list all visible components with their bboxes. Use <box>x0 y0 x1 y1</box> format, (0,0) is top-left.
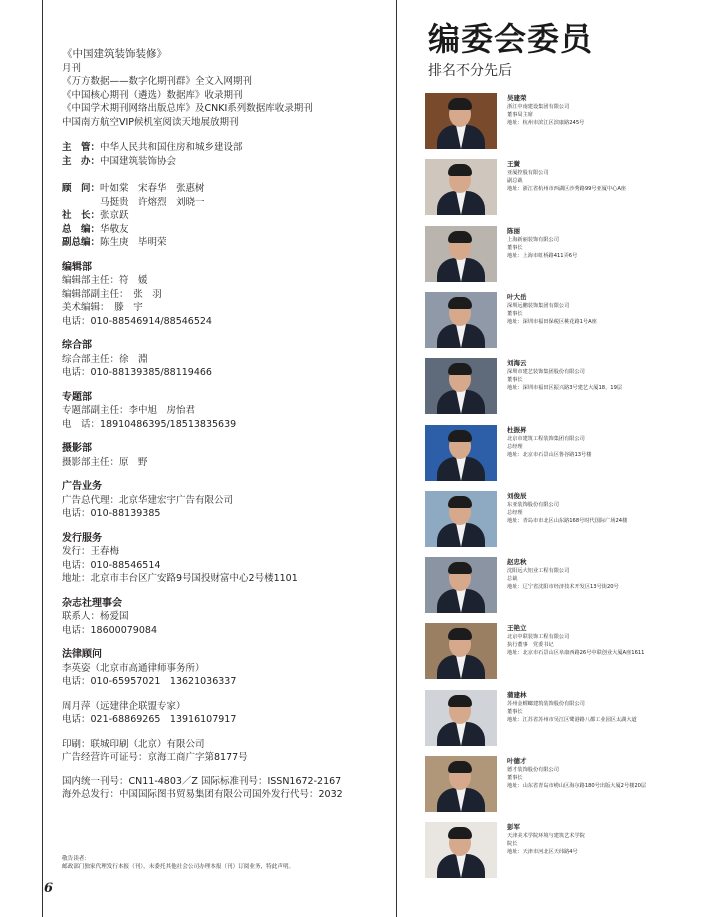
member-company: 深圳市建艺装饰集团股份有限公司 <box>507 369 585 375</box>
member-info <box>507 93 687 127</box>
indexing-line: 中国南方航空VIP候机室阅读天地展放期刊 <box>62 116 239 128</box>
member-company: 浙江中南建设集团有限公司 <box>507 104 570 110</box>
member-portrait <box>425 226 497 282</box>
section-line: 联系人：杨爱国 <box>62 611 129 622</box>
section-title: 发行服务 <box>62 532 102 544</box>
member-name: 叶大岳 <box>507 293 527 301</box>
committee-title: 编委会委员 <box>428 20 594 58</box>
member-name: 刘海云 <box>507 359 527 367</box>
committee-member <box>425 756 687 812</box>
member-address: 地址：浙江省杭州市西湖区沙秀路99号亚厦中心A座 <box>507 186 627 192</box>
member-company: 亚厦控股有限公司 <box>507 170 549 176</box>
member-portrait <box>425 822 497 878</box>
member-name: 叶德才 <box>507 757 527 765</box>
department-section <box>62 480 392 521</box>
member-company: 沈阳远大铝业工程有限公司 <box>507 568 570 574</box>
indexing-line: 《中国核心期刊（遴选）数据库》收录期刊 <box>62 89 243 101</box>
member-role: 董事长 <box>507 245 523 251</box>
indexing-line: 《中国学术期刊网络出版总库》及CNKI系列数据库收录期刊 <box>62 103 313 114</box>
section-line: 美术编辑： 滕 宇 <box>62 302 143 313</box>
indexing-line: 《万方数据——数字化期刊群》全文入网期刊 <box>62 76 253 87</box>
leadership-row <box>62 196 392 210</box>
member-portrait <box>425 491 497 547</box>
sponsor-label: 主 管： <box>62 142 101 153</box>
member-name: 吴建荣 <box>507 94 527 102</box>
member-portrait <box>425 292 497 348</box>
committee-member <box>425 822 687 878</box>
sponsor-label: 主 办： <box>62 155 101 167</box>
member-portrait <box>425 690 497 746</box>
member-info <box>507 822 687 856</box>
column-divider <box>396 0 397 917</box>
section-line: 电话：010-88546914/88546524 <box>62 315 212 327</box>
committee-member <box>425 690 687 746</box>
member-role: 总经理 <box>507 444 523 450</box>
member-role: 总裁 <box>507 576 518 582</box>
member-role: 院长 <box>507 841 518 847</box>
journal-title: 《中国建筑装饰装修》 <box>62 48 167 60</box>
member-role: 董事长 <box>507 775 523 781</box>
member-info <box>507 358 687 392</box>
section-title: 法律顾问 <box>62 649 102 660</box>
member-address: 地址：天津市河北区天纬路4号 <box>507 849 578 855</box>
member-portrait <box>425 159 497 215</box>
member-address: 地址：辽宁省沈阳市经济技术开发区13号街20号 <box>507 584 619 590</box>
committee-member <box>425 159 687 215</box>
leadership-value: 陈生庚 毕明荣 <box>100 237 167 248</box>
sponsor-row <box>62 141 392 155</box>
section-line: 李英姿（北京市高通律师事务所） <box>62 662 205 674</box>
leadership-value: 马挺贵 许熔烈 刘晓一 <box>100 196 205 208</box>
member-portrait <box>425 557 497 613</box>
member-name: 王艳立 <box>507 624 527 632</box>
member-role: 董事局主席 <box>507 112 533 118</box>
sponsor-value: 中华人民共和国住房和城乡建设部 <box>100 142 243 153</box>
department-sections <box>62 261 392 765</box>
page-number: 6 <box>44 881 54 896</box>
member-address: 地址：深圳市福田保税区桃花路1号A座 <box>507 319 597 325</box>
leadership-row <box>62 209 392 223</box>
section-line: 电 话：18910486395/18513835639 <box>62 418 237 430</box>
department-section <box>62 532 392 586</box>
member-portrait <box>425 623 497 679</box>
section-line: 电话：021-68869265 13916107917 <box>62 714 237 725</box>
member-info <box>507 491 687 525</box>
member-company: 上海新丽装饰有限公司 <box>507 237 559 243</box>
member-address: 地址：北京市石景山区阜康西路26号中联创业大厦A座1611 <box>507 650 645 656</box>
leadership-label: 副总编： <box>62 237 101 248</box>
section-line: 摄影部主任：原 野 <box>62 456 148 468</box>
leadership-label <box>62 196 100 210</box>
member-address: 地址：深圳市福田区振兴路3号建艺大厦18、19层 <box>507 385 623 391</box>
department-section <box>62 339 392 380</box>
member-name: 杜振昇 <box>507 426 527 434</box>
section-line: 广告总代理：北京华建宏宇广告有限公司 <box>62 494 234 506</box>
member-name: 彭军 <box>507 823 520 831</box>
leadership-row <box>62 182 392 196</box>
committee-member <box>425 93 687 149</box>
member-address: 地址：江苏省苏州市吴江区鹭港路八都工业园区太湖大道 <box>507 717 637 723</box>
department-section <box>62 648 392 689</box>
section-line: 编辑部副主任： 张 羽 <box>62 288 162 300</box>
member-info <box>507 292 687 326</box>
leadership-value: 张京跃 <box>100 210 129 221</box>
masthead <box>62 48 392 802</box>
section-line: 电话：010-88139385/88119466 <box>62 367 212 378</box>
member-info <box>507 425 687 459</box>
committee-subtitle: 排名不分先后 <box>428 63 512 79</box>
notice-heading: 敬告读者： <box>62 856 90 862</box>
member-role: 执行董事 党委书记 <box>507 642 554 648</box>
journal-header <box>62 48 392 129</box>
sponsor-value: 中国建筑装饰协会 <box>100 155 177 167</box>
member-role: 总经理 <box>507 510 523 516</box>
sponsor-block <box>62 141 392 168</box>
member-name: 赵忠秋 <box>507 558 527 566</box>
notice-body: 邮政部门独家代理发行本报（刊），未委托其他社会公司办理本报（刊）订阅业务，特此声明。 <box>62 864 295 870</box>
member-info <box>507 557 687 591</box>
leadership-row <box>62 223 392 237</box>
committee-member <box>425 358 687 414</box>
section-line: 综合部主任：徐 淵 <box>62 353 148 365</box>
sponsor-row <box>62 155 392 169</box>
section-title: 摄影部 <box>62 443 92 454</box>
department-section <box>62 700 392 727</box>
member-address: 地址：杭州市滨江区滨康路245号 <box>507 120 585 126</box>
section-title: 专题部 <box>62 391 92 403</box>
member-address: 地址：上海市虹桥路411弄6号 <box>507 253 578 259</box>
leadership-label: 社 长： <box>62 210 101 221</box>
reader-notice <box>62 855 382 871</box>
section-line: 周月萍（远建律企联盟专家） <box>62 700 186 712</box>
section-line: 编辑部主任：符 媛 <box>62 275 148 286</box>
member-company: 深圳远鹏装饰集团有限公司 <box>507 303 570 309</box>
member-info <box>507 690 687 724</box>
member-info <box>507 159 687 193</box>
section-line: 发行：王春梅 <box>62 546 120 557</box>
section-line: 地址：北京市丰台区广安路9号国投财富中心2号楼1101 <box>62 573 298 584</box>
member-address: 地址：北京市石景山区鲁谷路13号楼 <box>507 452 592 458</box>
journal-frequency: 月刊 <box>62 62 82 74</box>
publication-codes <box>62 775 392 802</box>
committee-member <box>425 226 687 282</box>
committee-member <box>425 292 687 348</box>
member-role: 董事长 <box>507 311 523 317</box>
member-company: 天津美术学院环境与建筑艺术学院 <box>507 833 585 839</box>
department-section <box>62 391 392 432</box>
member-company: 东亚装饰股份有限公司 <box>507 502 559 508</box>
member-role: 副总裁 <box>507 178 523 184</box>
department-section <box>62 261 392 329</box>
member-name: 陈丽 <box>507 227 520 235</box>
section-line: 专题部副主任：李中旭 房怡君 <box>62 405 196 416</box>
section-title: 综合部 <box>62 340 92 351</box>
department-section <box>62 738 392 765</box>
section-line: 电话：010-65957021 13621036337 <box>62 676 237 687</box>
leadership-value: 华敬友 <box>100 223 129 235</box>
member-company: 北京市建筑工程装饰集团有限公司 <box>507 436 585 442</box>
committee-member <box>425 491 687 547</box>
section-line: 电话：010-88546514 <box>62 559 161 571</box>
overseas-distribution-line: 海外总发行：中国国际图书贸易集团有限公司国外发行代号：2032 <box>62 789 343 800</box>
member-role: 董事长 <box>507 377 523 383</box>
committee-member <box>425 425 687 481</box>
section-title: 杂志社理事会 <box>62 597 122 609</box>
section-title: 编辑部 <box>62 261 92 273</box>
leadership-block <box>62 182 392 250</box>
member-name: 蒲建林 <box>507 691 527 699</box>
member-company: 北京中联装饰工程有限公司 <box>507 634 570 640</box>
member-name: 刘俊辰 <box>507 492 527 500</box>
section-title: 广告业务 <box>62 481 102 492</box>
member-address: 地址：山东省青岛市崂山区海尔路180号出版大厦2号楼20层 <box>507 783 647 789</box>
leadership-value: 叶如棠 宋春华 张惠树 <box>100 183 205 194</box>
department-section <box>62 442 392 469</box>
member-portrait <box>425 425 497 481</box>
department-section <box>62 597 392 638</box>
member-portrait <box>425 358 497 414</box>
committee-member <box>425 557 687 613</box>
member-address: 地址：青岛市市北区山东路168号时代国际广场24楼 <box>507 518 628 524</box>
section-line: 电话：18600079084 <box>62 624 157 636</box>
member-info <box>507 226 687 260</box>
committee-member <box>425 623 687 679</box>
member-info <box>507 756 687 790</box>
member-company: 德才装饰股份有限公司 <box>507 767 559 773</box>
left-margin-rule <box>42 0 43 917</box>
section-line: 印刷：联城印刷（北京）有限公司 <box>62 738 205 750</box>
leadership-row <box>62 236 392 250</box>
section-line: 广告经营许可证号：京海工商广字第8177号 <box>62 752 248 763</box>
leadership-label: 顾 问： <box>62 183 101 194</box>
issn-line: 国内统一刊号：CN11-4803／Z 国际标准刊号：ISSN1672-2167 <box>62 775 342 787</box>
member-portrait <box>425 756 497 812</box>
member-name: 王黉 <box>507 160 520 168</box>
leadership-label: 总 编： <box>62 223 101 235</box>
section-line: 电话：010-88139385 <box>62 508 161 519</box>
member-portrait <box>425 93 497 149</box>
member-info <box>507 623 687 657</box>
member-role: 董事长 <box>507 709 523 715</box>
member-company: 苏州金螳螂建筑装饰股份有限公司 <box>507 701 585 707</box>
